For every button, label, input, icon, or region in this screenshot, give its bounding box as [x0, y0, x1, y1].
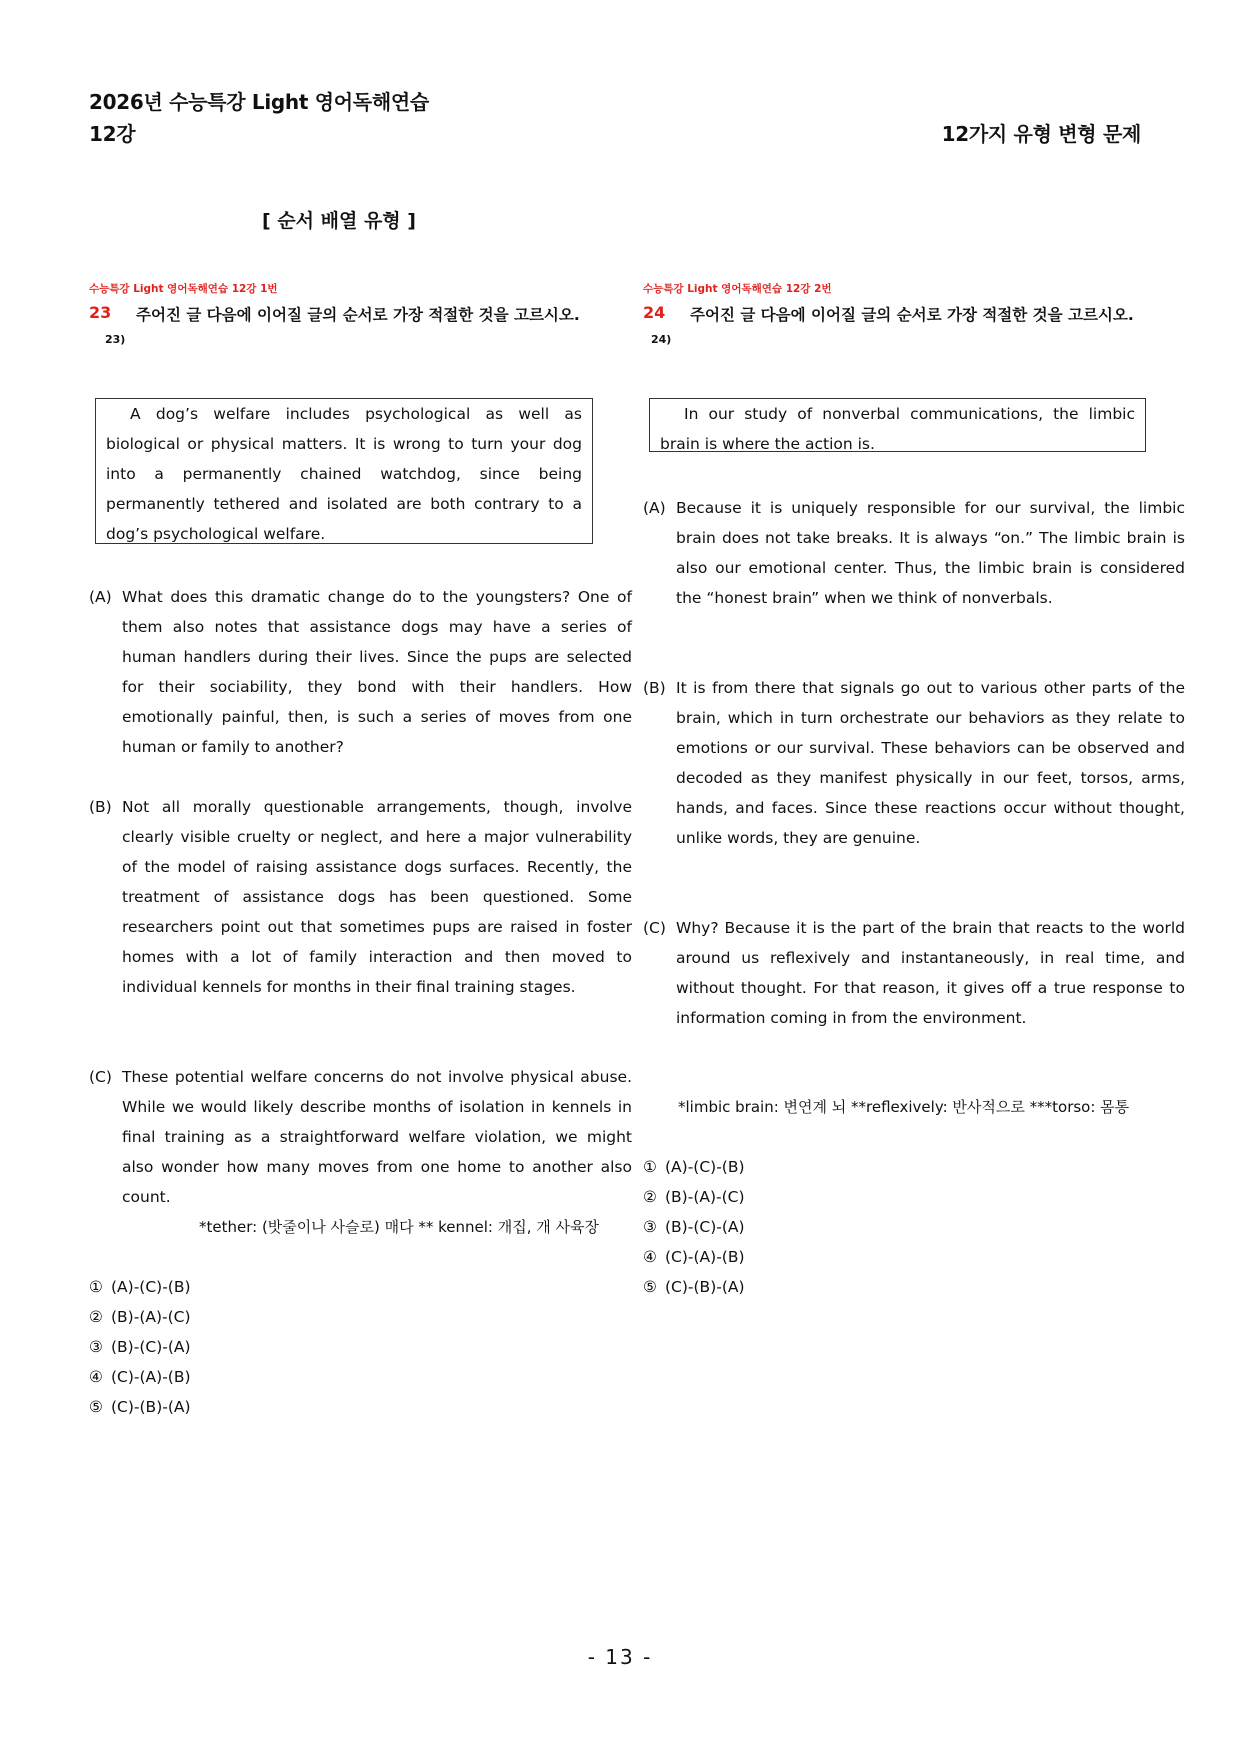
question-number: 24	[643, 303, 666, 322]
answer-option-3[interactable]	[89, 1332, 191, 1362]
option-mark: ③	[89, 1338, 103, 1356]
option-text: (A)-(C)-(B)	[111, 1278, 191, 1296]
answer-option-3[interactable]	[643, 1212, 745, 1242]
option-text: (B)-(A)-(C)	[665, 1188, 745, 1206]
paragraph-text: It is from there that signals go out to various other parts of the brain, which in turn orchestrate our behaviors as they relate to emotions or our survival. These behaviors can be observed and decoded as they manifest physically in our feet, torsos, arms, hands, and faces. Since these reactions occur without thought, unlike words, they are genuine.	[676, 679, 1185, 847]
option-mark: ①	[643, 1158, 657, 1176]
paragraph-b	[89, 792, 632, 1002]
question-source: 수능특강 Light 영어독해연습 12강 2번	[643, 283, 832, 295]
document-title: 2026년 수능특강 Light 영어독해연습	[89, 90, 429, 114]
paragraph-c	[643, 913, 1185, 1033]
answer-options	[89, 1272, 191, 1422]
answer-option-1[interactable]	[643, 1152, 745, 1182]
option-mark: ⑤	[643, 1278, 657, 1296]
header-right-title: 12가지 유형 변형 문제	[941, 122, 1141, 146]
glossary-note: *tether: (밧줄이나 사슬로) 매다 ** kennel: 개집, 개 사육장	[199, 1218, 599, 1236]
answer-option-5[interactable]	[643, 1272, 745, 1302]
option-mark: ⑤	[89, 1398, 103, 1416]
paragraph-text: Because it is uniquely responsible for our survival, the limbic brain does not take breaks. It is always “on.” The limbic brain is also our emotional center. Thus, the limbic brain is considered the “honest brain” when we think of nonverbals.	[676, 499, 1185, 607]
paragraph-label: (C)	[643, 919, 666, 937]
paragraph-label: (B)	[89, 798, 112, 816]
paragraph-label: (B)	[643, 679, 666, 697]
option-mark: ③	[643, 1218, 657, 1236]
given-passage-box: A dog’s welfare includes psychological as well as biological or physical matters. It is wrong to turn your dog into a permanently chained watchdog, since being permanently tethered and isolated are both contrary to a dog’s psychological welfare.	[95, 398, 593, 544]
section-title: [ 순서 배열 유형 ]	[262, 210, 416, 232]
option-mark: ④	[89, 1368, 103, 1386]
answer-option-2[interactable]	[643, 1182, 745, 1212]
paragraph-text: What does this dramatic change do to the youngsters? One of them also notes that assistance dogs may have a series of human handlers during their lives. Since the pups are selected for their sociability, they bond with their handlers. How emotionally painful, then, is such a series of moves from one human or family to another?	[122, 588, 632, 756]
answer-option-1[interactable]	[89, 1272, 191, 1302]
paragraph-a	[89, 582, 632, 762]
lesson-label: 12강	[89, 122, 136, 146]
answer-options	[643, 1152, 745, 1302]
answer-option-4[interactable]	[89, 1362, 191, 1392]
answer-option-2[interactable]	[89, 1302, 191, 1332]
paragraph-text: Why? Because it is the part of the brain that reacts to the world around us reflexively and instantaneously, in real time, and without thought. For that reason, it gives off a true response to information coming in from the environment.	[676, 919, 1185, 1027]
question-source: 수능특강 Light 영어독해연습 12강 1번	[89, 283, 278, 295]
answer-option-5[interactable]	[89, 1392, 191, 1422]
option-mark: ②	[89, 1308, 103, 1326]
paragraph-label: (A)	[89, 588, 112, 606]
option-text: (B)-(C)-(A)	[111, 1338, 191, 1356]
given-passage-box: In our study of nonverbal communications, the limbic brain is where the action is.	[649, 398, 1146, 452]
paragraph-a	[643, 493, 1185, 613]
option-text: (C)-(B)-(A)	[111, 1398, 191, 1416]
glossary-note: *limbic brain: 변연계 뇌 **reflexively: 반사적으로 ***torso: 몸통	[678, 1098, 1130, 1116]
paragraph-label: (A)	[643, 499, 666, 517]
option-mark: ①	[89, 1278, 103, 1296]
paragraph-text: These potential welfare concerns do not involve physical abuse. While we would likely describe months of isolation in kennels in final training as a straightforward welfare violation, we might also wonder how many moves from one home to another also count.	[122, 1068, 632, 1206]
option-text: (B)-(A)-(C)	[111, 1308, 191, 1326]
question-prompt: 주어진 글 다음에 이어질 글의 순서로 가장 적절한 것을 고르시오.	[690, 306, 1134, 324]
paragraph-b	[643, 673, 1185, 853]
option-mark: ④	[643, 1248, 657, 1266]
paragraph-text: Not all morally questionable arrangements, though, involve clearly visible cruelty or neglect, and here a major vulnerability of the model of raising assistance dogs surfaces. Recently, the treatment of assistance dogs has been questioned. Some researchers point out that sometimes pups are raised in foster homes with a lot of family interaction and then moved to individual kennels for months in their final training stages.	[122, 798, 632, 996]
option-mark: ②	[643, 1188, 657, 1206]
question-number: 23	[89, 303, 112, 322]
option-text: (B)-(C)-(A)	[665, 1218, 745, 1236]
question-prompt: 주어진 글 다음에 이어질 글의 순서로 가장 적절한 것을 고르시오.	[136, 306, 580, 324]
page-number: - 13 -	[587, 1645, 653, 1669]
paragraph-c	[89, 1062, 632, 1212]
option-text: (A)-(C)-(B)	[665, 1158, 745, 1176]
option-text: (C)-(A)-(B)	[665, 1248, 745, 1266]
footnote-ref: 24)	[651, 333, 672, 346]
answer-option-4[interactable]	[643, 1242, 745, 1272]
paragraph-label: (C)	[89, 1068, 112, 1086]
footnote-ref: 23)	[105, 333, 126, 346]
option-text: (C)-(A)-(B)	[111, 1368, 191, 1386]
option-text: (C)-(B)-(A)	[665, 1278, 745, 1296]
